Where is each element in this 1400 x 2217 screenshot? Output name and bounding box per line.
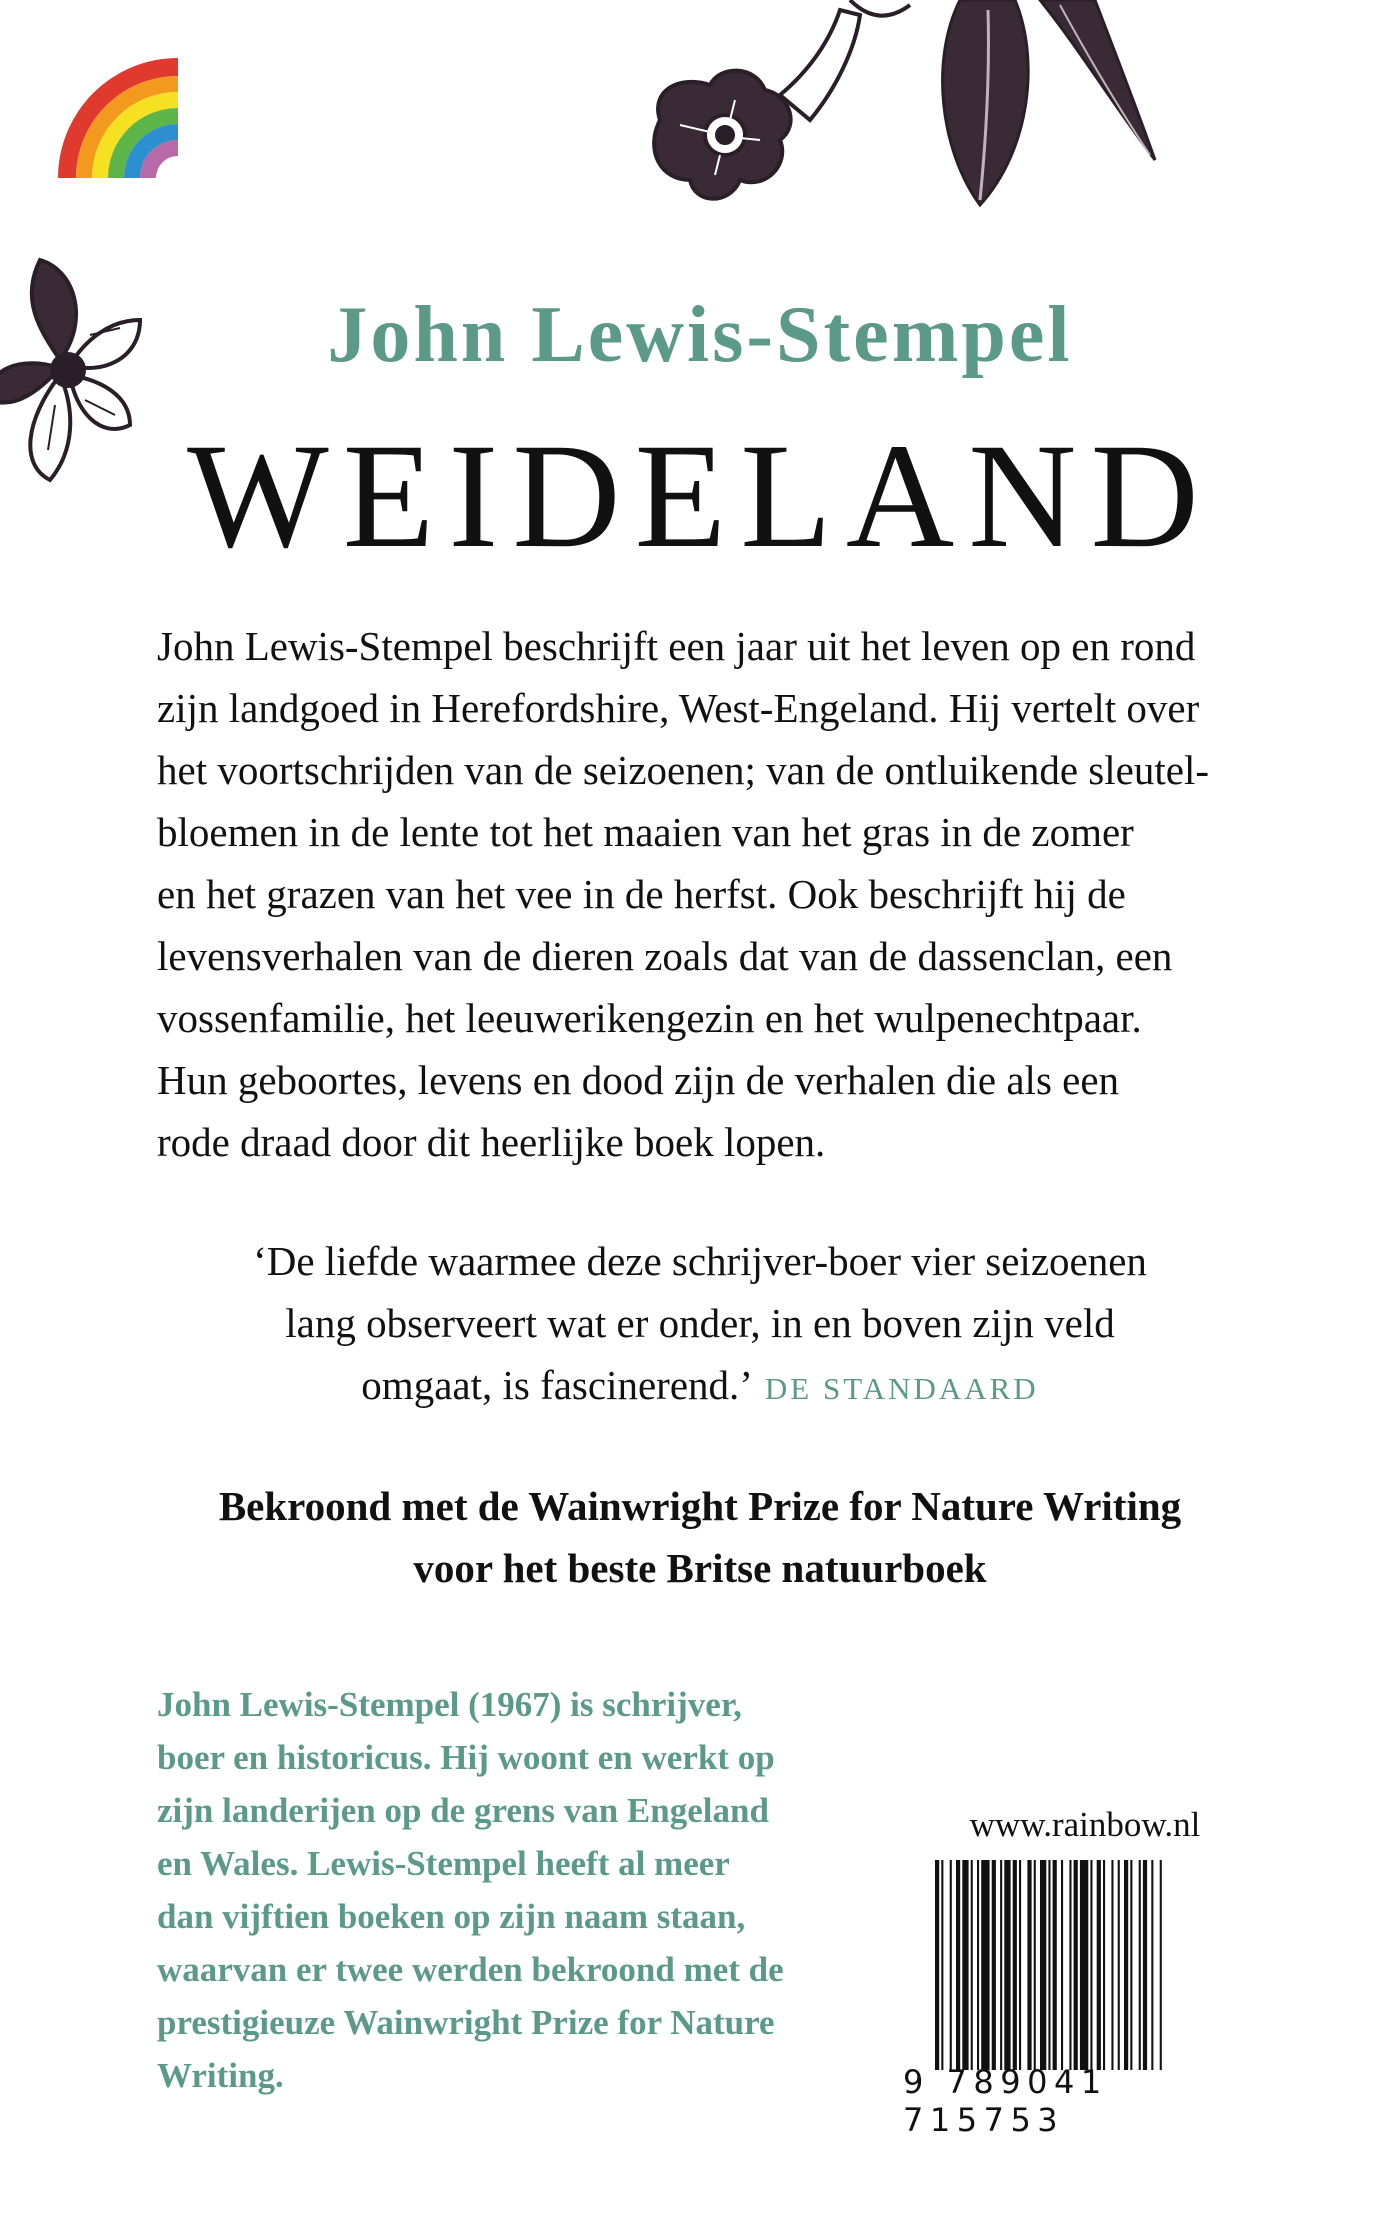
barcode-bar [1048, 1860, 1050, 2070]
bio-line: boer en historicus. Hij woont en werkt op [157, 1738, 775, 1777]
review-quote [160, 1230, 1240, 1420]
book-blurb [157, 615, 1245, 1173]
barcode-bar [1069, 1860, 1071, 2070]
barcode-bar [1111, 1860, 1113, 2070]
bio-line: dan vijftien boeken op zijn naam staan, [157, 1897, 746, 1936]
blurb-line: en het grazen van het vee in de herfst. Ook beschrijft hij de [157, 871, 1126, 917]
bio-line: prestigieuze Wainwright Prize for Nature [157, 2003, 775, 2042]
blurb-line: levensverhalen van de dieren zoals dat van de dassenclan, een [157, 933, 1173, 979]
prize-line: Bekroond met de Wainwright Prize for Nature Writing [218, 1483, 1182, 1529]
barcode-bar [950, 1860, 952, 2070]
barcode-bar [1000, 1860, 1002, 2070]
blurb-line: John Lewis-Stempel beschrijft een jaar uit het leven op en rond [157, 623, 1196, 669]
bio-line: waarvan er twee werden bekroond met de [157, 1950, 784, 1989]
prize-line: voor het beste Britse natuurboek [413, 1545, 987, 1591]
bio-line: John Lewis-Stempel (1967) is schrijver, [157, 1685, 742, 1724]
barcode-bar [1034, 1860, 1036, 2070]
barcode-bar [971, 1860, 973, 2070]
barcode-bar [1004, 1860, 1010, 2070]
prize-statement [160, 1475, 1240, 1599]
quote-source: DE STANDAARD [764, 1371, 1039, 1406]
barcode-bar [1118, 1860, 1120, 2070]
barcode-bar [1080, 1860, 1088, 2070]
author-bio [157, 1678, 827, 2102]
barcode-bar [981, 1860, 989, 2070]
barcode-bar [1027, 1860, 1031, 2070]
book-author: John Lewis-Stempel [327, 291, 1073, 379]
bio-line: en Wales. Lewis-Stempel heeft al meer [157, 1844, 730, 1883]
barcode-bar [935, 1860, 939, 2070]
barcode-bar [977, 1860, 979, 2070]
barcode-bar [1103, 1860, 1105, 2070]
barcode-bar [1040, 1860, 1046, 2070]
barcode-bar [1139, 1860, 1141, 2070]
blurb-line: rode draad door dit heerlijke boek lopen. [157, 1119, 826, 1165]
barcode-bar [1090, 1860, 1092, 2070]
barcode-bar [1053, 1860, 1057, 2070]
bio-line: zijn landerijen op de grens van Engeland [157, 1791, 769, 1830]
barcode-bar [1143, 1860, 1147, 2070]
blurb-line: het voortschrijden van de seizoenen; van de ontluikende sleutel- [157, 747, 1209, 793]
barcode-bar [1013, 1860, 1017, 2070]
blurb-line: vossenfamilie, het leeuwerikengezin en het wulpenechtpaar. [157, 995, 1142, 1041]
publisher-website[interactable]: www.rainbow.nl [969, 1805, 1201, 1844]
barcode-bar [992, 1860, 996, 2070]
barcode-bar [1019, 1860, 1021, 2070]
quote-line-last [160, 1354, 1240, 1420]
leaves-illustration-icon [920, 0, 1160, 210]
barcode-bar [962, 1860, 968, 2070]
bio-line: Writing. [157, 2056, 284, 2095]
barcode-bar [1061, 1860, 1063, 2070]
barcode-bar [1151, 1860, 1153, 2070]
barcode-bar [1074, 1860, 1078, 2070]
book-title: WEIDELAND [187, 413, 1213, 579]
isbn-digits: 9 789041 715753 [903, 2063, 1108, 2139]
barcode [935, 1860, 1230, 2070]
quote-line: ‘De liefde waarmee deze schrijver-boer vier seizoenen [253, 1238, 1147, 1284]
blurb-line: zijn landgoed in Herefordshire, West-Engeland. Hij vertelt over [157, 685, 1200, 731]
quote-text: omgaat, is fascinerend.’ [361, 1362, 753, 1408]
blurb-line: Hun geboortes, levens en dood zijn de verhalen die als een [157, 1057, 1120, 1103]
trumpet-flower-illustration-icon [640, 0, 940, 245]
barcode-bar [941, 1860, 943, 2070]
rainbow-logo-icon [58, 58, 178, 178]
barcode-bar [1130, 1860, 1132, 2070]
barcode-bar [1097, 1860, 1101, 2070]
blurb-line: bloemen in de lente tot het maaien van het gras in de zomer [157, 809, 1134, 855]
barcode-bar [1160, 1860, 1162, 2070]
barcode-bar [956, 1860, 960, 2070]
barcode-bar [1124, 1860, 1128, 2070]
quote-line: lang observeert wat er onder, in en boven zijn veld [285, 1300, 1115, 1346]
